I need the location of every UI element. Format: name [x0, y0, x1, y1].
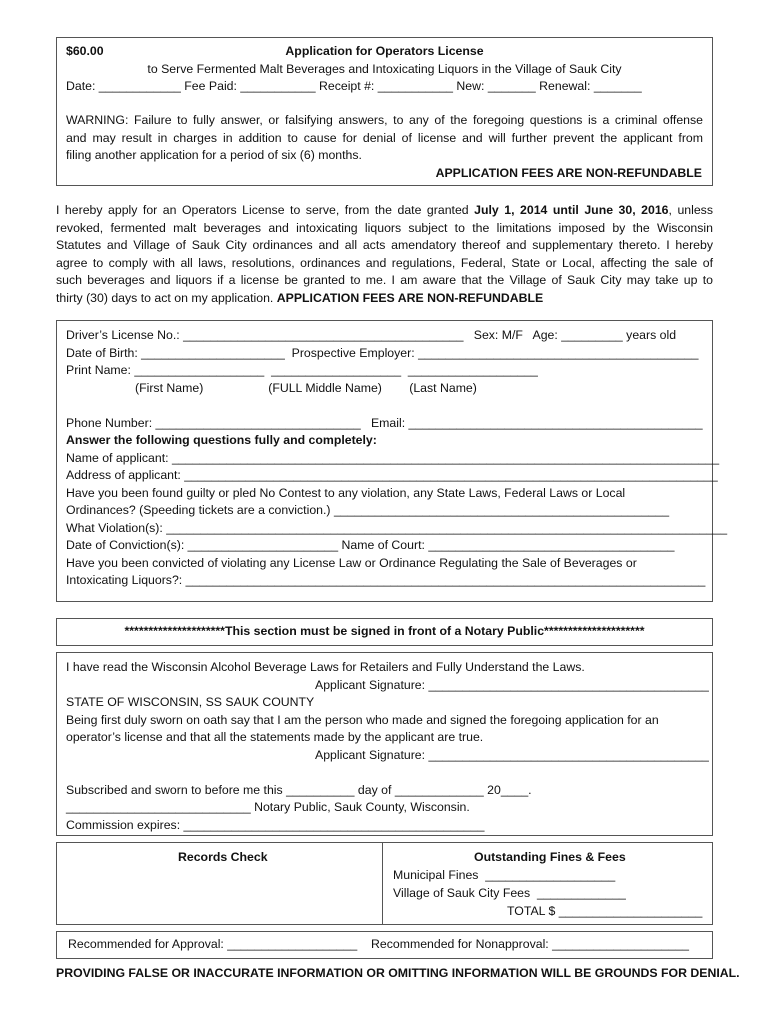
records-divider — [382, 843, 383, 924]
municipal-fines-field[interactable]: Municipal Fines ___________________ — [393, 868, 616, 882]
dob-employer-field[interactable]: Date of Birth: _____________________ Prospective Employer: _________________________________________ — [66, 345, 699, 360]
applicant-signature-2[interactable]: Applicant Signature: _________________________________________ — [315, 747, 709, 762]
recommended-approval-field[interactable]: Recommended for Approval: ___________________ — [68, 937, 358, 951]
applicant-name-field[interactable]: Name of applicant: ________________________________________________________________________________ — [66, 450, 720, 465]
recommended-nonapproval-field[interactable]: Recommended for Nonapproval: ____________________ — [371, 937, 689, 951]
name-sublabels: (First Name) (FULL Middle Name) (Last Name) — [135, 380, 477, 395]
notary-box — [56, 652, 713, 836]
intro-line: such beverages and liquors if a license be granted to me. I am aware that the Village of Sauk City may take up to — [56, 273, 713, 287]
violation-field[interactable]: What Violation(s): __________________________________________________________________________________ — [66, 520, 728, 535]
intro-text: thirty (30) days to act on my application. — [56, 290, 277, 305]
conviction-court-field[interactable]: Date of Conviction(s): ______________________ Name of Court: ____________________________________ — [66, 538, 675, 552]
intro-line: revoked, fermented malt beverages and intoxicating liquors subject to the limitations imposed by the Wisconsin — [56, 220, 713, 235]
intro-paragraph — [56, 202, 713, 307]
spacer — [66, 764, 703, 782]
drivers-license-field[interactable]: Driver’s License No.: _________________________________________ Sex: M/F Age: _________ years old — [66, 328, 677, 342]
print-name-field[interactable]: Print Name: ___________________ ___________________ ___________________ — [66, 363, 538, 377]
commission-expires-field[interactable]: Commission expires: ____________________________________________ — [66, 817, 485, 832]
nonrefundable-notice: APPLICATION FEES ARE NON-REFUNDABLE — [435, 166, 702, 180]
intro-line: agree to comply with all laws, resolutions, ordinances and regulations, Federal, State or Local, affecting the sale of — [56, 255, 713, 270]
intro-text: , unless — [668, 203, 713, 217]
warning-line: and may result in charges in addition to cause for denial of license and will further prevent the applicant from — [66, 130, 703, 145]
state-county: STATE OF WISCONSIN, SS SAUK COUNTY — [66, 695, 315, 709]
applicant-address-field[interactable]: Address of applicant: ______________________________________________________________________________ — [66, 468, 718, 482]
outstanding-fines-heading: Outstanding Fines & Fees — [474, 850, 626, 864]
sworn-statement: operator’s license and that all the statements made by the applicant are true. — [66, 730, 484, 744]
notary-banner: *********************This section must be signed in front of a Notary Public********************* — [124, 624, 645, 638]
warning-line: filing another application for a period of six (6) months. — [66, 148, 362, 162]
applicant-signature-1[interactable]: Applicant Signature: _________________________________________ — [315, 677, 709, 692]
records-check-heading: Records Check — [178, 850, 268, 864]
sworn-statement: Being first duly sworn on oath say that I am the person who made and signed the foregoing application for an — [66, 712, 659, 727]
village-fees-field[interactable]: Village of Sauk City Fees _____________ — [393, 886, 626, 900]
intro-text: I hereby apply for an Operators License to serve, from the date granted — [56, 203, 475, 217]
records-box — [56, 842, 713, 925]
license-law-answer-field[interactable]: Intoxicating Liquors?: ____________________________________________________________________________ — [66, 573, 706, 587]
warning-text — [66, 112, 703, 165]
warning-line: WARNING: Failure to fully answer, or falsifying answers, to any of the foregoing questions is a criminal offense — [66, 113, 703, 127]
guilty-question: Have you been found guilty or pled No Contest to any violation, any State Laws, Federal Laws or Local — [66, 485, 626, 500]
laws-acknowledgement: I have read the Wisconsin Alcohol Beverage Laws for Retailers and Fully Understand the Laws. — [66, 660, 585, 674]
form-title: Application for Operators License — [285, 44, 484, 58]
total-field[interactable]: TOTAL $ _____________________ — [507, 904, 703, 918]
applicant-box — [56, 320, 728, 602]
applicant-fields — [66, 327, 728, 590]
notary-fields — [66, 659, 709, 834]
office-fields-line: Date: ____________ Fee Paid: ___________ Receipt #: ___________ New: _______ Renewal: _______ — [66, 79, 642, 93]
footer-warning: PROVIDING FALSE OR INACCURATE INFORMATION OR OMITTING INFORMATION WILL BE GROUNDS FOR DENIAL. — [56, 966, 740, 980]
nonrefundable-notice: APPLICATION FEES ARE NON-REFUNDABLE — [276, 290, 544, 305]
license-law-question: Have you been convicted of violating any License Law or Ordinance Regulating the Sale of Beverages or — [66, 555, 637, 570]
intro-line: Statutes and Village of Sauk City ordinances and all acts amendatory thereof and supplementary thereto. I hereby — [56, 238, 713, 252]
form-subtitle: to Serve Fermented Malt Beverages and Intoxicating Liquors in the Village of Sauk City — [147, 62, 622, 76]
intro-line — [56, 202, 713, 220]
header-box — [56, 37, 713, 186]
price: $60.00 — [66, 44, 104, 58]
guilty-answer-field[interactable]: Ordinances? (Speeding tickets are a conviction.) _________________________________________________ — [66, 503, 670, 517]
notary-banner-box — [56, 618, 713, 646]
subscribed-sworn-field[interactable]: Subscribed and sworn to before me this __________ day of _____________ 20____. — [66, 782, 532, 797]
spacer — [66, 397, 703, 415]
questions-instruction: Answer the following questions fully and completely: — [66, 433, 377, 447]
phone-email-field[interactable]: Phone Number: ______________________________ Email: ___________________________________________ — [66, 415, 703, 430]
intro-line — [56, 290, 713, 308]
recommendation-box — [56, 931, 713, 959]
notary-public-field[interactable]: ___________________________ Notary Public, Sauk County, Wisconsin. — [66, 800, 470, 814]
license-period: July 1, 2014 until June 30, 2016 — [474, 203, 669, 217]
